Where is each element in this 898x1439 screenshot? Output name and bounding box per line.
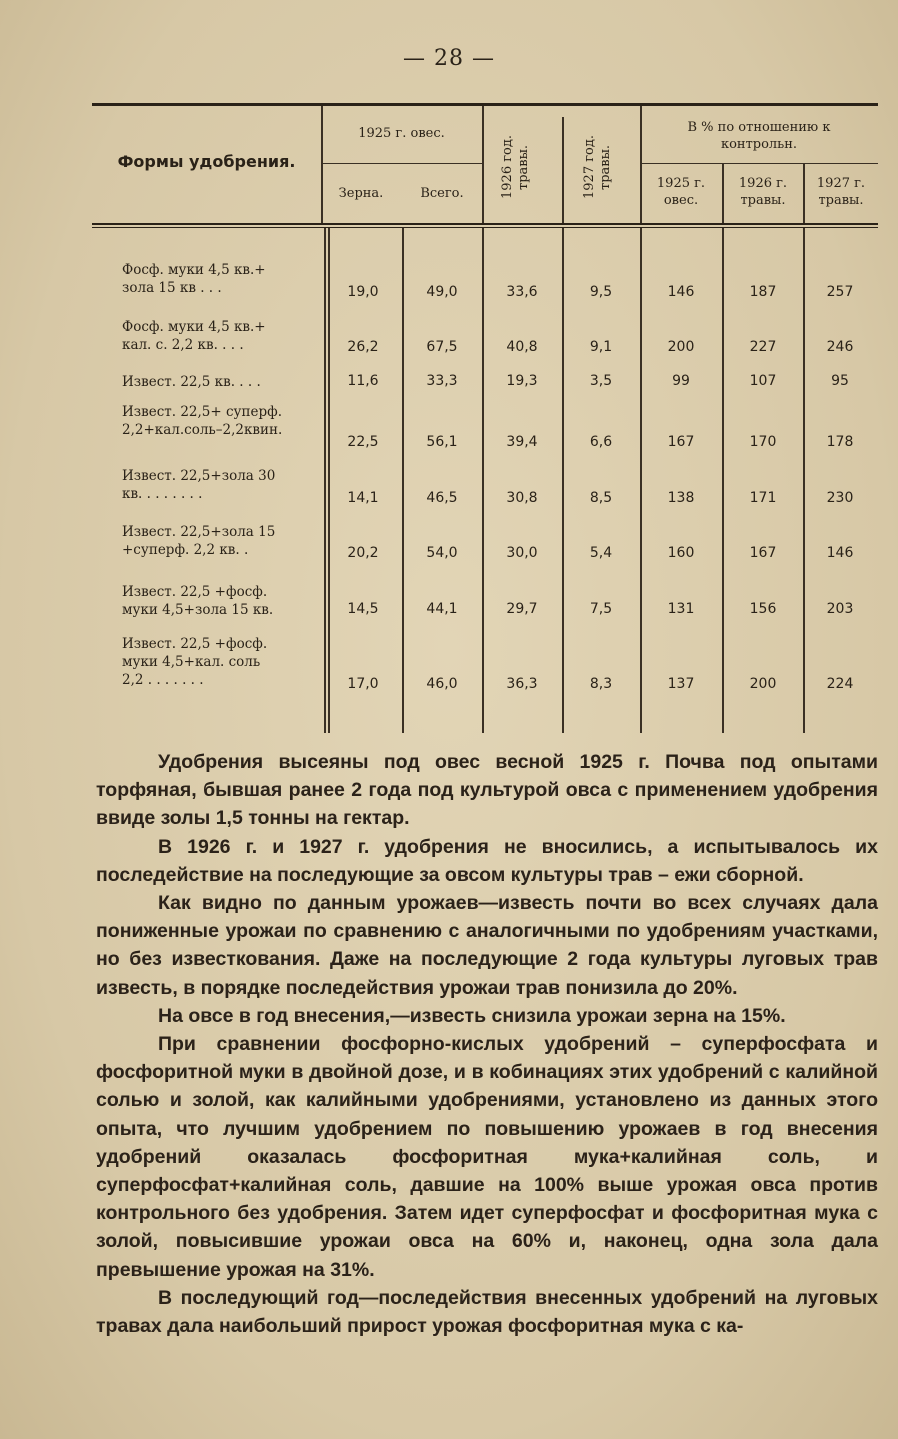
table-cell: 5,4 (589, 545, 613, 561)
header-forms: Формы удобрения. (117, 152, 296, 171)
table-cell: 40,8 (506, 339, 538, 355)
row-label: Извест. 22,5+ суперф. 2,2+кал.соль–2,2квин. (122, 404, 283, 438)
row-label: Фосф. муки 4,5 кв.+ кал. с. 2,2 кв. . . . (122, 319, 266, 353)
paragraph: В 1926 г. и 1927 г. удобрения не вносились, а испытывалось их последействие на последующие за овсом культуры трав – ежи сборной. (96, 835, 878, 886)
header-pct-1926: 1926 г. травы. (738, 176, 788, 208)
table-cell: 146 (826, 545, 854, 561)
table-cell: 14,1 (347, 490, 379, 506)
body-text (96, 748, 878, 1340)
row-label: Фосф. муки 4,5 кв.+ зола 15 кв . . . (122, 262, 266, 296)
header-oats-1925: 1925 г. овес. (358, 126, 445, 141)
table-cell: 30,8 (506, 490, 538, 506)
table-cell: 95 (831, 373, 849, 389)
paragraph: В последующий год—последействия внесенных удобрений на луговых травах дала наибольший прирост урожая фосфоритная мука с ка- (96, 1286, 878, 1338)
table-cell: 39,4 (506, 434, 538, 450)
table-cell: 8,5 (589, 490, 613, 506)
paragraph: Удобрения высеяны под овес весной 1925 г. Почва под опытами торфяная, бывшая ранее 2 года под культурой овса с применением удобрения ввиде золы 1,5 тонны на гектар. (96, 751, 878, 830)
table-cell: 22,5 (347, 434, 379, 450)
table-cell: 203 (826, 601, 854, 617)
table-cell: 170 (749, 434, 777, 450)
table-cell: 156 (749, 601, 777, 617)
table-cell: 20,2 (347, 545, 379, 561)
table-cell: 107 (749, 373, 777, 389)
table-cell: 19,0 (347, 284, 379, 300)
table-cell: 137 (667, 676, 695, 692)
table-cell: 9,1 (589, 339, 613, 355)
table-cell: 14,5 (347, 601, 379, 617)
table-cell: 167 (667, 434, 695, 450)
table-cell: 11,6 (347, 373, 379, 389)
table-cell: 230 (826, 490, 854, 506)
header-percent-group: В % по отношению к контрольн. (687, 120, 831, 152)
paragraph: Как видно по данным урожаев—известь почти во всех случаях дала пониженные урожаи по сравнению с аналогичными по удобрениям участками, но без известкования. Даже на последующие 2 года культуры луговых трав известь, в порядке последействия урожаи трав понизила до 20%. (96, 892, 878, 999)
table-cell: 138 (667, 490, 695, 506)
table-cell: 49,0 (426, 284, 458, 300)
table-cell: 46,5 (426, 490, 458, 506)
table-cell: 19,3 (506, 373, 538, 389)
header-total: Всего. (420, 186, 464, 201)
row-label: Извест. 22,5 +фосф. муки 4,5+зола 15 кв. (122, 584, 274, 618)
row-label: Извест. 22,5 кв. . . . (122, 374, 261, 390)
table-cell: 187 (749, 284, 777, 300)
table-cell: 160 (667, 545, 695, 561)
table-cell: 17,0 (347, 676, 379, 692)
table-cell: 257 (826, 284, 854, 300)
table-cell: 33,6 (506, 284, 538, 300)
row-label: Извест. 22,5+зола 15 +суперф. 2,2 кв. . (122, 524, 276, 558)
table-cell: 200 (667, 339, 695, 355)
table-cell: 30,0 (506, 545, 538, 561)
table-cell: 146 (667, 284, 695, 300)
header-grass-1927: 1927 год. травы. (582, 135, 613, 199)
row-label: Извест. 22,5+зола 30 кв. . . . . . . . (122, 468, 276, 502)
table-cell: 8,3 (589, 676, 613, 692)
table-cell: 167 (749, 545, 777, 561)
table-cell: 46,0 (426, 676, 458, 692)
paragraph: При сравнении фосфорно-кислых удобрений – суперфосфата и фосфоритной муки в двойной дозе, и в кобинациях этих удобрений с калийной солью и золой, как калийными удобрениями, установлено из данных этого опыта, что лучшим удобрением по повышению урожаев в год внесения удобрений оказалась фосфоритная мука+калийная соль, и суперфосфат+калийная соль, давшие на 100% выше урожая овса против контрольного без удобрения. Затем идет суперфосфат и фосфоритная мука с золой, повысившие урожаи овса на 60% и, наконец, одна зола дала превышение урожая на 31%. (96, 1033, 878, 1281)
table-cell: 3,5 (589, 373, 613, 389)
table-cell: 9,5 (589, 284, 613, 300)
table-cell: 178 (826, 434, 854, 450)
table-cell: 224 (826, 676, 854, 692)
table-cell: 54,0 (426, 545, 458, 561)
table-cell: 26,2 (347, 339, 379, 355)
header-grain: Зерна. (338, 186, 384, 201)
data-table (92, 103, 878, 733)
paragraph: На овсе в год внесения,—известь снизила урожаи зерна на 15%. (158, 1004, 786, 1027)
table-cell: 131 (667, 601, 695, 617)
table-cell: 33,3 (426, 373, 458, 389)
table-cell: 246 (826, 339, 854, 355)
header-pct-1925: 1925 г. овес. (656, 176, 706, 208)
table-cell: 36,3 (506, 676, 538, 692)
row-label: Извест. 22,5 +фосф. муки 4,5+кал. соль 2,2 . . . . . . . (122, 636, 268, 688)
table-cell: 29,7 (506, 601, 538, 617)
table-cell: 67,5 (426, 339, 458, 355)
header-grass-1926: 1926 год. травы. (500, 135, 531, 199)
table-cell: 56,1 (426, 434, 458, 450)
table-cell: 6,6 (589, 434, 613, 450)
table-cell: 227 (749, 339, 777, 355)
table-cell: 44,1 (426, 601, 458, 617)
page-number: — 28 — (403, 46, 495, 71)
table-cell: 99 (672, 373, 690, 389)
table-cell: 7,5 (589, 601, 613, 617)
header-pct-1927: 1927 г. травы. (816, 176, 866, 208)
table-cell: 200 (749, 676, 777, 692)
table-cell: 171 (749, 490, 777, 506)
